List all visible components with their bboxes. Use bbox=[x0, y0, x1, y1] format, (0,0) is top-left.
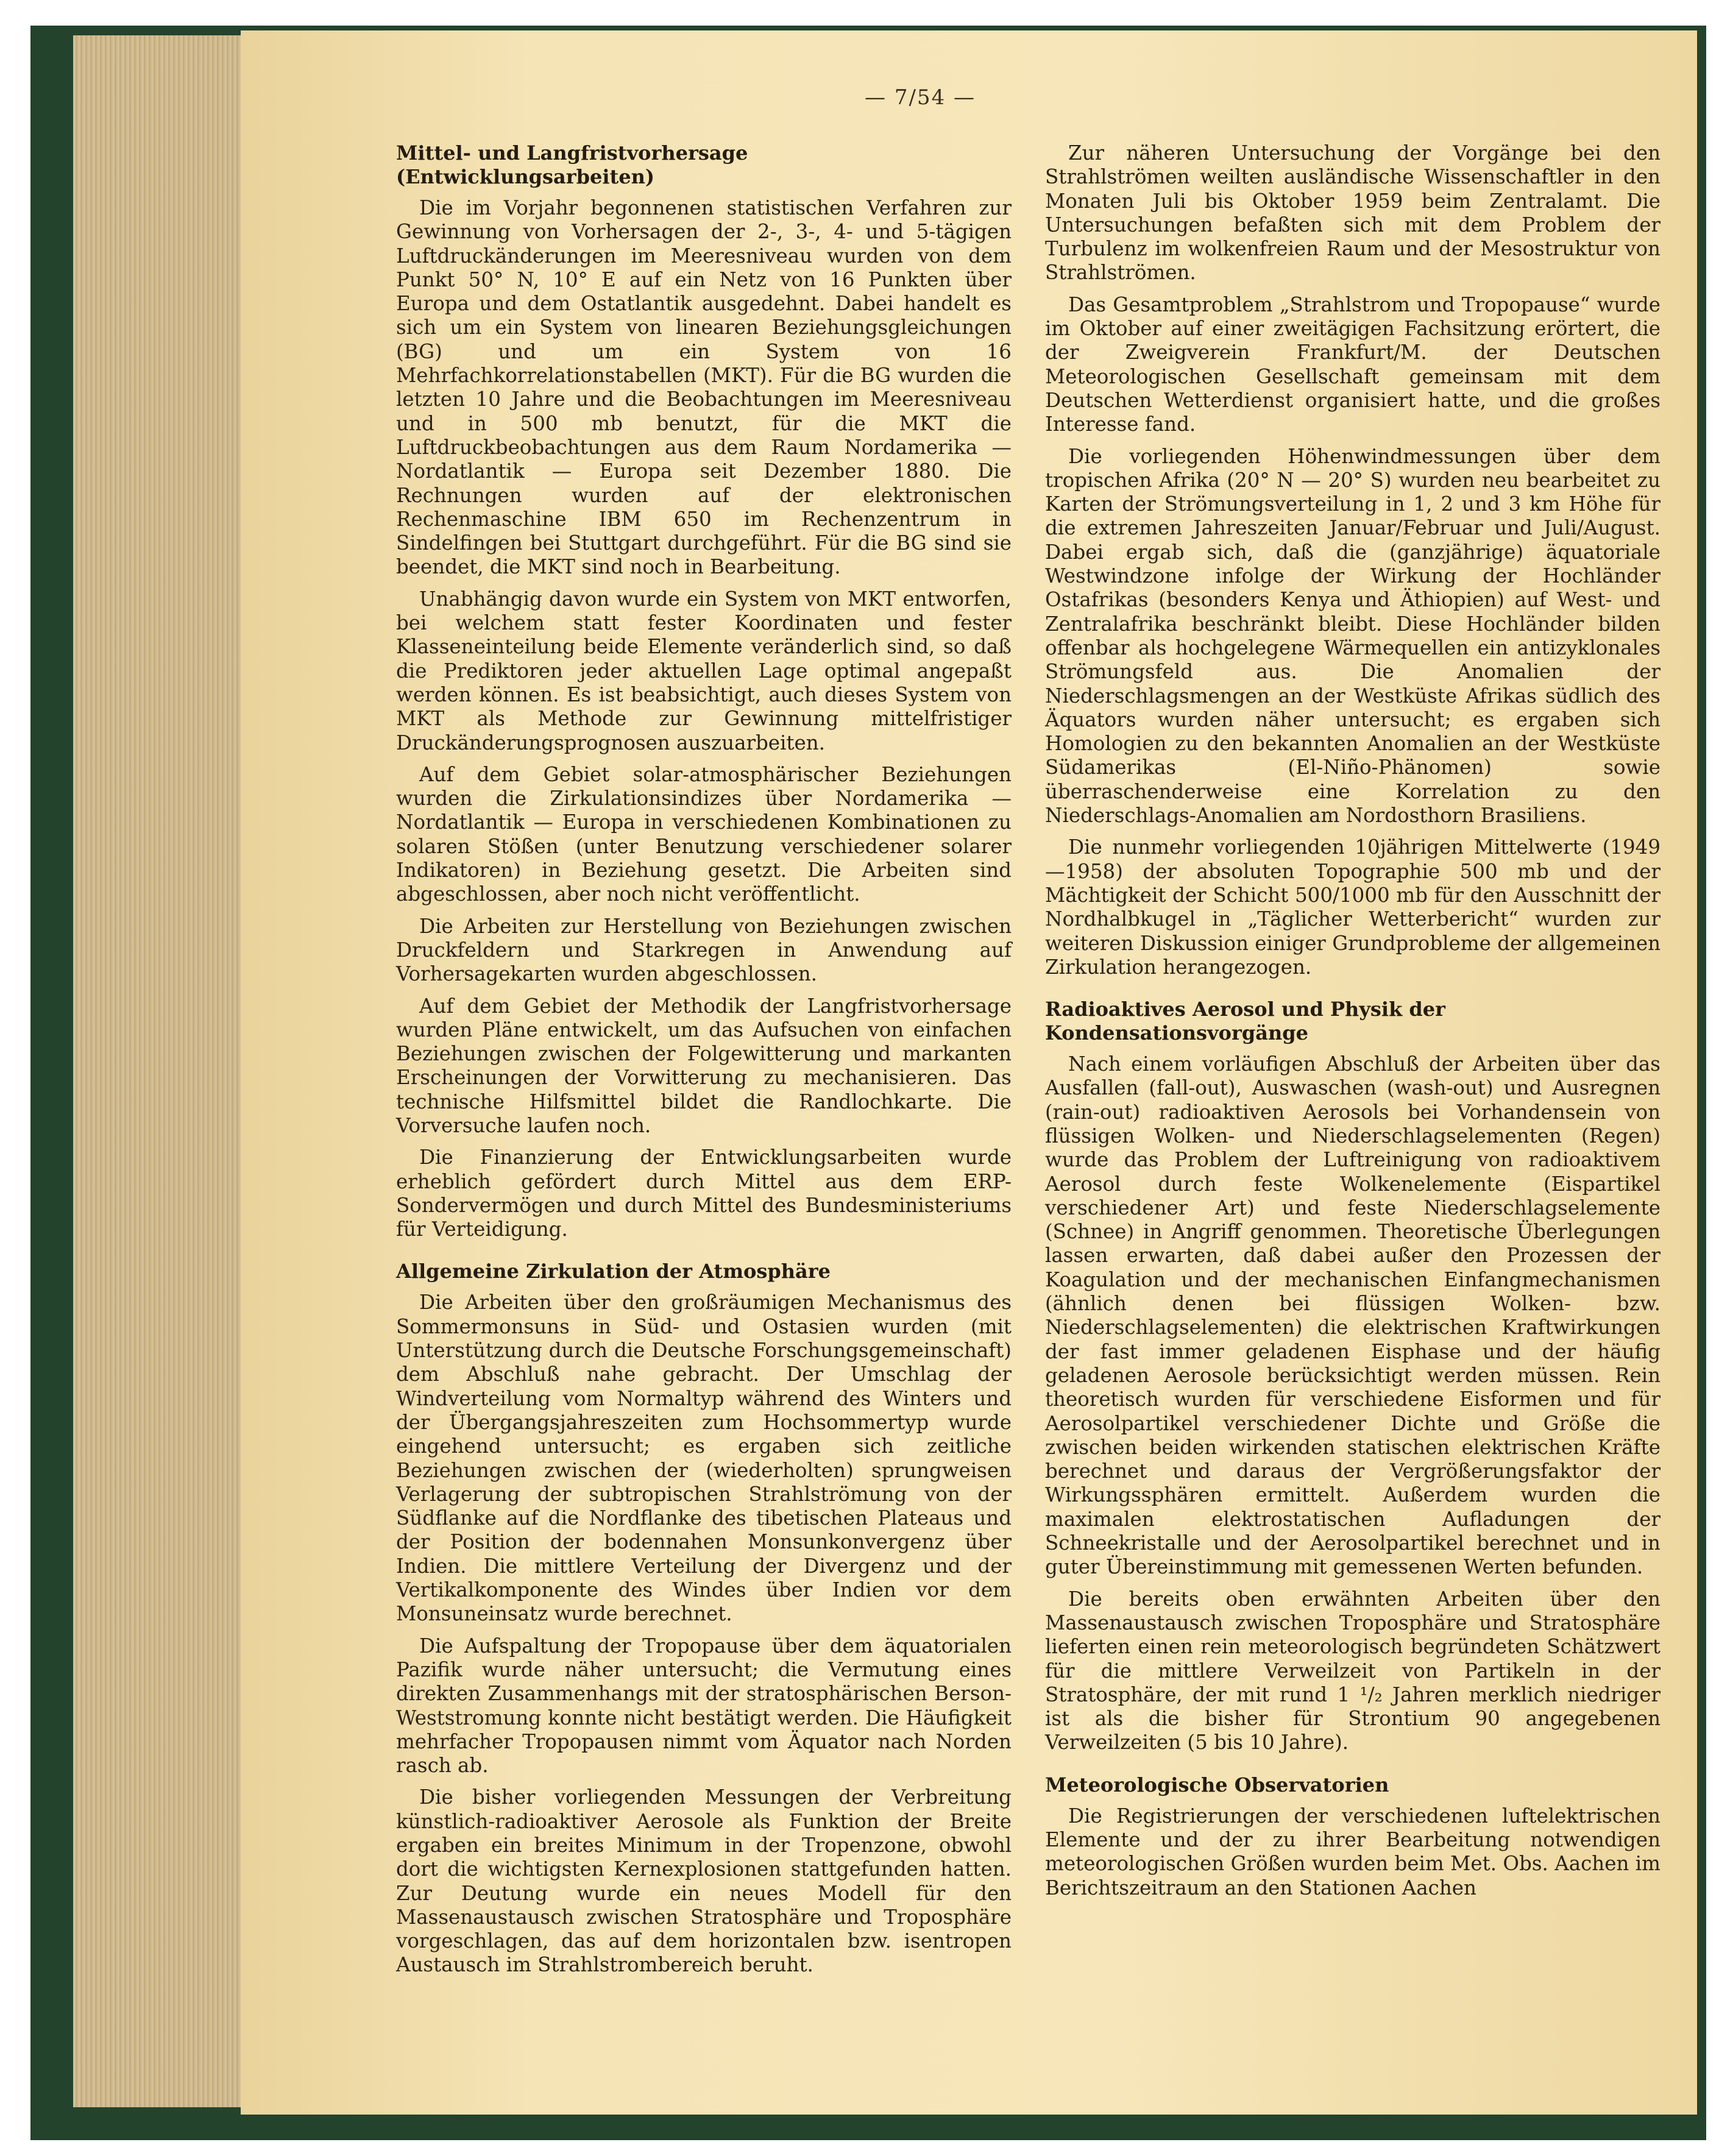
paragraph: Die im Vorjahr begonnenen statistischen Verfahren zur Gewinnung von Vorhersagen der 2-, 3-, 4- und 5-tägigen Luftdruckänderungen im Meeresniveau wurden von dem Punkt 50° N, 10° E auf ein Netz von 16 Punkten über Europa und dem Ostatlantik ausgedehnt. Dabei handelt es sich um ein System von linearen Beziehungsgleichungen (BG) und um ein System von 16 Mehrfachkorrelationstabellen (MKT). Für die BG wurden die letzten 10 Jahre und die Beobachtungen im Meeresniveau und in 500 mb benutzt, für die MKT die Luftdruckbeobachtungen aus dem Raum Nordamerika — Nordatlantik — Europa seit Dezember 1880. Die Rechnungen wurden auf der elektronischen Rechenmaschine IBM 650 im Rechenzentrum in Sindelfingen bei Stuttgart durchgeführt. Für die BG sind sie beendet, die MKT sind noch in Bearbeitung. bbox=[396, 196, 1012, 579]
paragraph: Zur näheren Untersuchung der Vorgänge bei den Strahlströmen weilten ausländische Wissenschaftler in den Monaten Juli bis Oktober 1959 beim Zentralamt. Die Untersuchungen befaßten sich mit dem Problem der Turbulenz im wolkenfreien Raum und der Mesostruktur von Strahlströmen. bbox=[1045, 141, 1661, 285]
paragraph: Die Aufspaltung der Tropopause über dem äquatorialen Pazifik wurde näher untersucht; die Vermutung eines direkten Zusammenhangs mit der stratosphärischen Berson-Weststromung konnte nicht bestätigt werden. Die Häufigkeit mehrfacher Tropopausen nimmt vom Äquator nach Norden rasch ab. bbox=[396, 1634, 1012, 1778]
left-column bbox=[396, 141, 1012, 1985]
section-heading: Allgemeine Zirkulation der Atmosphäre bbox=[396, 1260, 831, 1283]
paragraph: Unabhängig davon wurde ein System von MKT entworfen, bei welchem statt fester Koordinaten und fester Klasseneinteilung beide Elemente veränderlich sind, so daß die Prediktoren jeder aktuellen Lage optimal angepaßt werden können. Es ist beabsichtigt, auch dieses System von MKT als Methode zur Gewinnung mittelfristiger Druckänderungsprognosen auszuarbeiten. bbox=[396, 587, 1012, 754]
paragraph: Die vorliegenden Höhenwindmessungen über dem tropischen Afrika (20° N — 20° S) wurden neu bearbeitet zu Karten der Strömungsverteilung in 1, 2 und 3 km Höhe für die extremen Jahreszeiten Januar/Februar und Juli/August. Dabei ergab sich, daß die (ganzjährige) äquatoriale Westwindzone infolge der Wirkung der Hochländer Ostafrikas (besonders Kenya und Äthiopien) auf West- und Zentralafrika beschränkt bleibt. Diese Hochländer bilden offenbar als hochgelegene Wärmequellen ein antizyklonales Strömungsfeld aus. Die Anomalien der Niederschlagsmengen an der Westküste Afrikas südlich des Äquators wurden näher untersucht; es ergaben sich Homologien zu den bekannten Anomalien an der Westküste Südamerikas (El-Niño-Phänomen) sowie überraschenderweise eine Korrelation zu den Niederschlags-Anomalien am Nordosthorn Brasiliens. bbox=[1045, 444, 1661, 828]
right-column bbox=[1045, 141, 1661, 1908]
paragraph: Die Registrierungen der verschiedenen luftelektrischen Elemente und der zu ihrer Bearbeitung notwendigen meteorologischen Größen wurden beim Met. Obs. Aachen im Berichtszeitraum an den Stationen Aachen bbox=[1045, 1804, 1661, 1899]
section-heading: Mittel- und Langfristvorhersage (Entwicklungsarbeiten) bbox=[396, 141, 748, 188]
paragraph: Das Gesamtproblem „Strahlstrom und Tropopause“ wurde im Oktober auf einer zweitägigen Fachsitzung erörtert, die der Zweigverein Frankfurt/M. der Deutschen Meteorologischen Gesellschaft gemeinsam mit dem Deutschen Wetterdienst organisiert hatte, und die großes Interesse fand. bbox=[1045, 293, 1661, 436]
section-heading: Meteorologische Observatorien bbox=[1045, 1773, 1389, 1796]
paragraph: Die Arbeiten zur Herstellung von Beziehungen zwischen Druckfeldern und Starkregen in Anwendung auf Vorhersagekarten wurden abgeschlossen. bbox=[396, 914, 1012, 986]
page-number: — 7/54 — bbox=[865, 85, 976, 110]
paragraph: Nach einem vorläufigen Abschluß der Arbeiten über das Ausfallen (fall-out), Auswaschen (wash-out) und Ausregnen (rain-out) radioaktiven Aerosols bei Vorhandensein von flüssigen Wolken- und Niederschlagselementen (Regen) wurde das Problem der Luftreinigung von radioaktivem Aerosol durch feste Wolkenelemente (Eispartikel verschiedener Art) und feste Niederschlagselemente (Schnee) in Angriff genommen. Theoretische Überlegungen lassen erwarten, daß dabei außer den Prozessen der Koagulation und der mechanischen Einfangmechanismen (ähnlich denen bei flüssigen Wolken- bzw. Niederschlagselementen) die elektrischen Kraftwirkungen der fast immer geladenen Eisphase und der häufig geladenen Aerosole berücksichtigt werden müssen. Rein theoretisch wurden für verschiedene Eisformen und für Aerosolpartikel verschiedener Dichte und Größe die zwischen beiden wirkenden statischen elektrischen Kräfte berechnet und daraus der Vergrößerungsfaktor der Wirkungssphären ermittelt. Außerdem wurden die maximalen elektrostatischen Aufladungen der Schneekristalle und der Aerosolpartikel berechnet und in guter Übereinstimmung mit gemessenen Werten befunden. bbox=[1045, 1052, 1661, 1579]
paragraph: Die Arbeiten über den großräumigen Mechanismus des Sommermonsuns in Süd- und Ostasien wurden (mit Unterstützung durch die Deutsche Forschungsgemeinschaft) dem Abschluß nahe gebracht. Der Umschlag der Windverteilung vom Normaltyp während des Winters und der Übergangsjahreszeiten zum Hochsommertyp wurde eingehend untersucht; es ergaben sich zeitliche Beziehungen zwischen der (wiederholten) sprungweisen Verlagerung der subtropischen Strahlströmung von der Südflanke auf die Nordflanke des tibetischen Plateaus und der Position der bodennahen Monsunkonvergenz über Indien. Die mittlere Verteilung der Divergenz und der Vertikalkomponente des Windes über Indien vor dem Monsuneinsatz wurde berechnet. bbox=[396, 1291, 1012, 1626]
paragraph: Die Finanzierung der Entwicklungsarbeiten wurde erheblich gefördert durch Mittel aus dem ERP-Sondervermögen und durch Mittel des Bundesministeriums für Verteidigung. bbox=[396, 1146, 1012, 1241]
paragraph: Die bisher vorliegenden Messungen der Verbreitung künstlich-radioaktiver Aerosole als Funktion der Breite ergaben ein breites Minimum in der Tropenzone, obwohl dort die wichtigsten Kernexplosionen stattgefunden hatten. Zur Deutung wurde ein neues Modell für den Massenaustausch zwischen Stratosphäre und Troposphäre vorgeschlagen, das auf dem horizontalen bzw. isentropen Austausch im Strahlstrombereich beruht. bbox=[396, 1785, 1012, 1977]
paragraph: Die nunmehr vorliegenden 10jährigen Mittelwerte (1949—1958) der absoluten Topographie 500 mb und der Mächtigkeit der Schicht 500/1000 mb für den Ausschnitt der Nordhalbkugel in „Täglicher Wetterbericht“ wurden zur weiteren Diskussion einiger Grundprobleme der allgemeinen Zirkulation herangezogen. bbox=[1045, 835, 1661, 979]
page-edges bbox=[73, 35, 250, 2107]
paragraph: Auf dem Gebiet solar-atmosphärischer Beziehungen wurden die Zirkulationsindizes über Nordamerika — Nordatlantik — Europa in verschiedenen Kombinationen zu solaren Stößen (unter Benutzung verschiedener solarer Indikatoren) in Beziehung gesetzt. Die Arbeiten sind abgeschlossen, aber noch nicht veröffentlicht. bbox=[396, 762, 1012, 906]
paragraph: Die bereits oben erwähnten Arbeiten über den Massenaustausch zwischen Troposphäre und Stratosphäre lieferten einen rein meteorologisch begründeten Schätzwert für die mittlere Verweilzeit von Partikeln in der Stratosphäre, der mit rund 1 ¹/₂ Jahren merklich niedriger ist als die bisher für Strontium 90 angegebenen Verweilzeiten (5 bis 10 Jahre). bbox=[1045, 1587, 1661, 1754]
paragraph: Auf dem Gebiet der Methodik der Langfristvorhersage wurden Pläne entwickelt, um das Aufsuchen von einfachen Beziehungen zwischen der Folgewitterung und markanten Erscheinungen der Vorwitterung zu mechanisieren. Das technische Hilfsmittel bildet die Randlochkarte. Die Vorversuche laufen noch. bbox=[396, 994, 1012, 1137]
section-heading: Radioaktives Aerosol und Physik der Kondensationsvorgänge bbox=[1045, 998, 1445, 1045]
